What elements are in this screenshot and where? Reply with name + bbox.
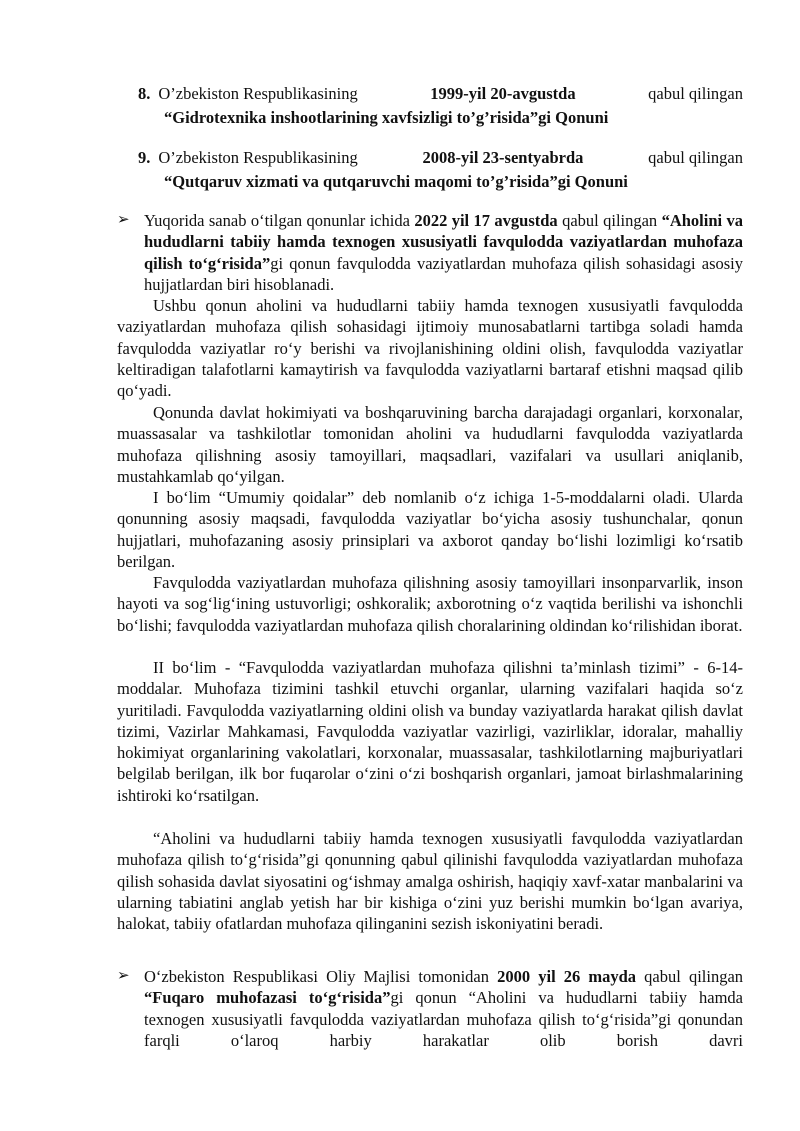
body-paragraph-3: I bo‘lim “Umumiy qoidalar” deb nomlanib o‘z ichiga 1-5-moddalarni oladi. Ularda qonunning asosiy maqsadi, favqulodda vaziyatlar bo‘yicha asosiy tushunchalar, qonun hujjatlari, muhofazaning asosiy prinsiplari va axborot qanday bo‘lishi lozimligi ko‘rsatib berilgan. bbox=[117, 488, 743, 571]
body-paragraph-1: Ushbu qonun aholini va hududlarni tabiiy hamda texnogen xususiyatli favqulodda vaziyatlardan muhofaza qilish sohasidagi ijtimoiy munosabatlarni tartibga soladi hamda favqulodda vaziyatlar ro‘y berishi va rivojlanishining oldini olish, favqulodda vaziyatlar keltiradigan talafotlarni kamaytirish va favqulodda vaziyatlarni bartaraf etishni maqsad qilib qo‘yadi. bbox=[117, 296, 743, 401]
bullet-date: 2000 yil 26 mayda bbox=[497, 967, 637, 986]
item-prefix: O’zbekiston Respublikasining bbox=[158, 84, 358, 103]
bullet-paragraph-2 bbox=[117, 966, 743, 1051]
body-paragraph-4: Favqulodda vaziyatlardan muhofaza qilishning asosiy tamoyillari insonparvarlik, inson hayoti va sog‘lig‘ining ustuvorligi; oshkoralik; axborotning o‘z vaqtida berilishi va ishonchli bo‘lishi; favqulodda vaziyatlardan muhofaza qilish choralarining oldindan ko‘rilishidan iborat. bbox=[117, 573, 743, 635]
bullet-law-title: “Aholini va hududlarni tabiiy hamda texnogen xususiyatli favqulodda vaziyatlardan muhofaza qilish to‘g‘risida” bbox=[144, 211, 743, 273]
bullet-text: qabul qilingan bbox=[557, 211, 662, 230]
item-suffix: qabul qilingan bbox=[648, 84, 743, 103]
arrow-bullet-icon: ➢ bbox=[117, 212, 130, 228]
bullet-law-title: “Fuqaro muhofazasi to‘g‘risida” bbox=[144, 988, 391, 1008]
law-list-item-9 bbox=[138, 146, 743, 194]
bullet-text: Yuqorida sanab o‘tilgan qonunlar ichida bbox=[144, 211, 415, 230]
item-number: 8. bbox=[138, 84, 151, 103]
bullet-text: gi qonun “Aholini va hududlarni tabiiy hamda texnogen xususiyatli favqulodda vaziyatlardan muhofaza qilish to‘g‘risida”gi qonundan farqli o‘laroq harbiy harakatlar olib borish davri bbox=[144, 988, 743, 1050]
item-date: 1999-yil 20-avgustda bbox=[430, 84, 576, 103]
bullet-text: qabul qilingan bbox=[636, 967, 744, 986]
item-law-title: “Gidrotexnika inshootlarining xavfsizligi to’g’risida”gi Qonuni bbox=[164, 108, 609, 127]
bullet-text: O‘zbekiston Respublikasi Oliy Majlisi tomonidan bbox=[144, 967, 498, 986]
arrow-bullet-icon: ➢ bbox=[117, 968, 130, 984]
bullet-text: gi qonun favqulodda vaziyatlardan muhofaza qilish sohasidagi asosiy hujjatlardan biri hisoblanadi. bbox=[144, 253, 743, 294]
bullet-date: 2022 yil 17 avgustda bbox=[414, 211, 558, 230]
item-number: 9. bbox=[138, 148, 151, 167]
bullet-paragraph-1 bbox=[117, 210, 743, 295]
item-prefix: O’zbekiston Respublikasining bbox=[158, 148, 358, 167]
item-suffix: qabul qilingan bbox=[648, 148, 743, 167]
body-paragraph-6: “Aholini va hududlarni tabiiy hamda texnogen xususiyatli favqulodda vaziyatlardan muhofaza qilish to‘g‘risida”gi qonunning qabul qilinishi favqulodda vaziyatlardan muhofaza qilish sohasida davlat siyosatini og‘ishmay amalga oshirish, haqiqiy xavf-xatar manbalarini va ularning tabiatini anglab yetish har bir kishiga o‘zini yuz berishi mumkin bo‘lgan avariya, halokat, tabiiy ofatlardan muhofaza qilinganini sezish iskoniyatini beradi. bbox=[117, 829, 743, 934]
item-law-title: “Qutqaruv xizmati va qutqaruvchi maqomi to’g’risida”gi Qonuni bbox=[164, 172, 628, 191]
body-paragraph-2: Qonunda davlat hokimiyati va boshqaruvining barcha darajadagi organlari, korxonalar, muassasalar va tashkilotlar tomonidan aholini va hududlarni favqulodda vaziyatlarda muhofaza qilishning asosiy tamoyillari, maqsadlari, vazifalari va usullari aniqlanib, mustahkamlab qo‘yilgan. bbox=[117, 403, 743, 486]
body-paragraph-5: II bo‘lim - “Favqulodda vaziyatlardan muhofaza qilishni ta’minlash tizimi” - 6-14-moddalar. Muhofaza tizimini tashkil etuvchi organlar, ularning vazifalari haqida so‘z yuritiladi. Favqulodda vaziyatlarning oldini olish va bunday vaziyatlarda harakat qilish davlat tizimi, Vazirlar Mahkamasi, Favqulodda vaziyatlar vazirligi, vazirliklar, idoralar, mahalliy hokimiyat organlarining vakolatlari, korxonalar, muassasalar, tashkilotlarning majburiyatlari belgilab berilgan, ilk bor fuqarolar o‘zini o‘zi boshqarish organlari, jamoat birlashmalarining ishtiroki ko‘rsatilgan. bbox=[117, 658, 743, 805]
law-list-item-8 bbox=[138, 82, 743, 130]
item-date: 2008-yil 23-sentyabrda bbox=[422, 148, 584, 167]
